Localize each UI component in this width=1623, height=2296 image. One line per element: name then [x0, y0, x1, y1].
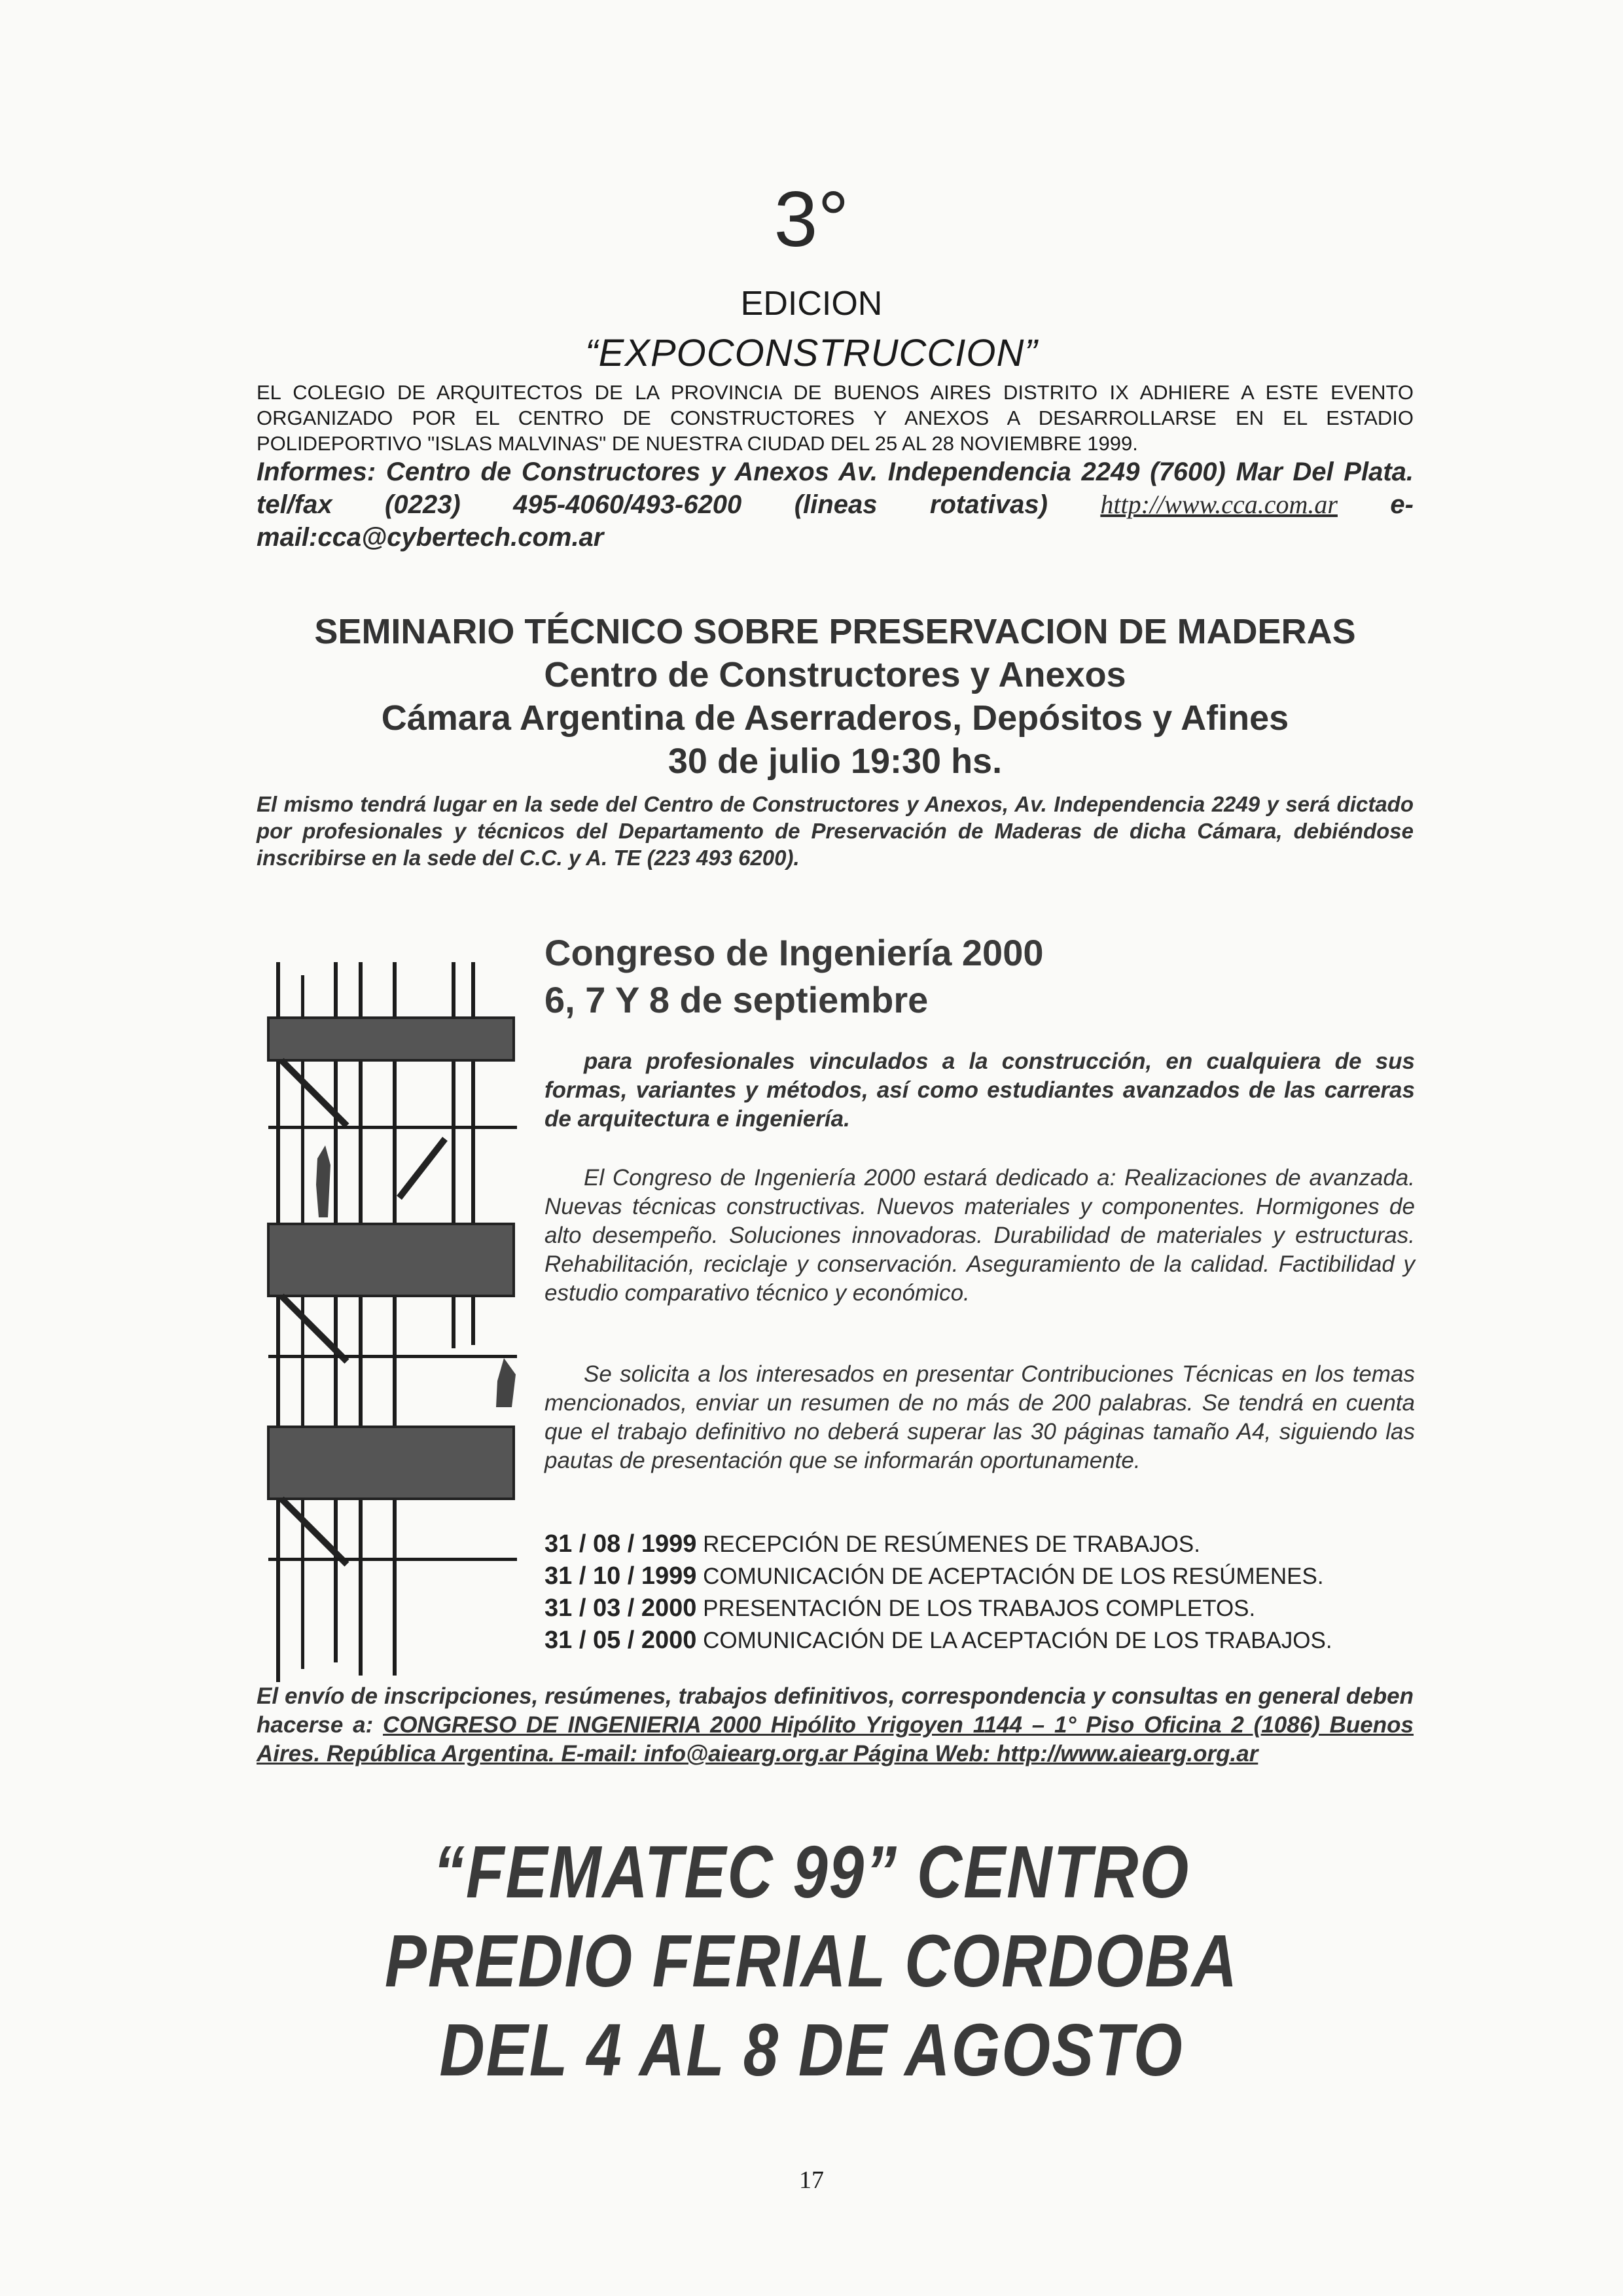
schedule-item: 31 / 03 / 2000 PRESENTACIÓN DE LOS TRABAJOS COMPLETOS. [544, 1594, 1256, 1622]
expo-title: “EXPOCONSTRUCCION” [585, 332, 1038, 374]
fematec-line-1: “FEMATEC 99” CENTRO [433, 1831, 1190, 1914]
fematec-line-3: DEL 4 AL 8 DE AGOSTO [439, 2009, 1184, 2092]
congreso-audience: para profesionales vinculados a la construcción, en cualquiera de sus formas, variantes y métodos, así como estudiantes avanzados de las carreras de arquitectura e ingeniería. [544, 1049, 1415, 1132]
page-number: 17 [799, 2166, 824, 2194]
seminario-description: El mismo tendrá lugar en la sede del Centro de Constructores y Anexos, Av. Independencia 2249 y será dictado por profesionales y técnicos del Departamento de Preservación de Maderas de dicha Cámara, debiéndose inscribirse en la sede del C.C. y A. TE (223 493 6200). [257, 792, 1414, 870]
expo-url-link[interactable]: http://www.cca.com.ar [1100, 490, 1338, 519]
schedule-list [544, 1528, 1415, 1657]
seminario-section [257, 610, 1414, 871]
worker-figure-icon [496, 1358, 516, 1407]
fematec-section [0, 1833, 1623, 2090]
envio-contact-link[interactable]: CONGRESO DE INGENIERIA 2000 Hipólito Yrigoyen 1144 – 1° Piso Oficina 2 (1086) Buenos Aires. República Argentina. E-mail: info@aiearg.org.ar Página Web: http://www.aiearg.org.ar [257, 1712, 1414, 1767]
seminario-date: 30 de julio 19:30 hs. [668, 742, 1003, 781]
seminario-org-1: Centro de Constructores y Anexos [544, 655, 1126, 694]
edition-number: 3° [774, 175, 849, 263]
schedule-item: 31 / 08 / 1999 RECEPCIÓN DE RESÚMENES DE TRABAJOS. [544, 1530, 1200, 1558]
seminario-title: SEMINARIO TÉCNICO SOBRE PRESERVACION DE MADERAS [314, 612, 1356, 651]
fematec-line-2: PREDIO FERIAL CORDOBA [384, 1920, 1239, 2003]
schedule-item: 31 / 10 / 1999 COMUNICACIÓN DE ACEPTACIÓN DE LOS RESÚMENES. [544, 1562, 1324, 1590]
edition-label: EDICION [740, 285, 883, 323]
expo-body: EL COLEGIO DE ARQUITECTOS DE LA PROVINCIA DE BUENOS AIRES DISTRITO IX ADHIERE A ESTE EVENTO ORGANIZADO POR EL CENTRO DE CONSTRUCTORES Y ANEXOS A DESARROLLARSE EN EL ESTADIO POLIDEPORTIVO "ISLAS MALVINAS" DE NUESTRA CIUDAD DEL 25 AL 28 NOVIEMBRE 1999. [257, 381, 1414, 455]
congreso-dates: 6, 7 Y 8 de septiembre [544, 979, 929, 1020]
seminario-org-2: Cámara Argentina de Aserraderos, Depósitos y Afines [381, 698, 1289, 738]
congreso-heading [544, 929, 1043, 1024]
scaffold-illustration [262, 962, 537, 1682]
congreso-call: Se solicita a los interesados en presentar Contribuciones Técnicas en los temas mencionados, enviar un resumen de no más de 200 palabras. Se tendrá en cuenta que el trabajo definitivo no deberá superar las 30 páginas tamaño A4, siguiendo las pautas de presentación que se informarán oportunamente. [544, 1361, 1415, 1473]
congreso-title: Congreso de Ingeniería 2000 [544, 932, 1044, 973]
congreso-topics: El Congreso de Ingeniería 2000 estará dedicado a: Realizaciones de avanzada. Nuevas técnicas constructivas. Nuevos materiales y componentes. Hormigones de alto desempeño. Soluciones innovadoras. Durabilidad de materiales y estructuras. Rehabilitación, reciclaje y conservación. Aseguramiento de la calidad. Factibilidad y estudio comparativo técnico y económico. [544, 1165, 1415, 1306]
worker-figure-icon [316, 1145, 330, 1217]
expo-info-text: Informes: Centro de Constructores y Anexos Av. Independencia 2249 (7600) Mar Del Plata. tel/fax (0223) 495-4060/493-6200 (lineas rotativas) [257, 457, 1414, 519]
envio-intro: El envío de inscripciones, resúmenes, trabajos definitivos, correspondencia y consultas en general deben hacerse a: [257, 1683, 1414, 1738]
expo-info [257, 456, 1414, 554]
schedule-item: 31 / 05 / 2000 COMUNICACIÓN DE LA ACEPTACIÓN DE LOS TRABAJOS. [544, 1626, 1332, 1654]
envio-paragraph [257, 1682, 1414, 1768]
expo-email[interactable]: e-mail:cca@cybertech.com.ar [257, 490, 1414, 552]
